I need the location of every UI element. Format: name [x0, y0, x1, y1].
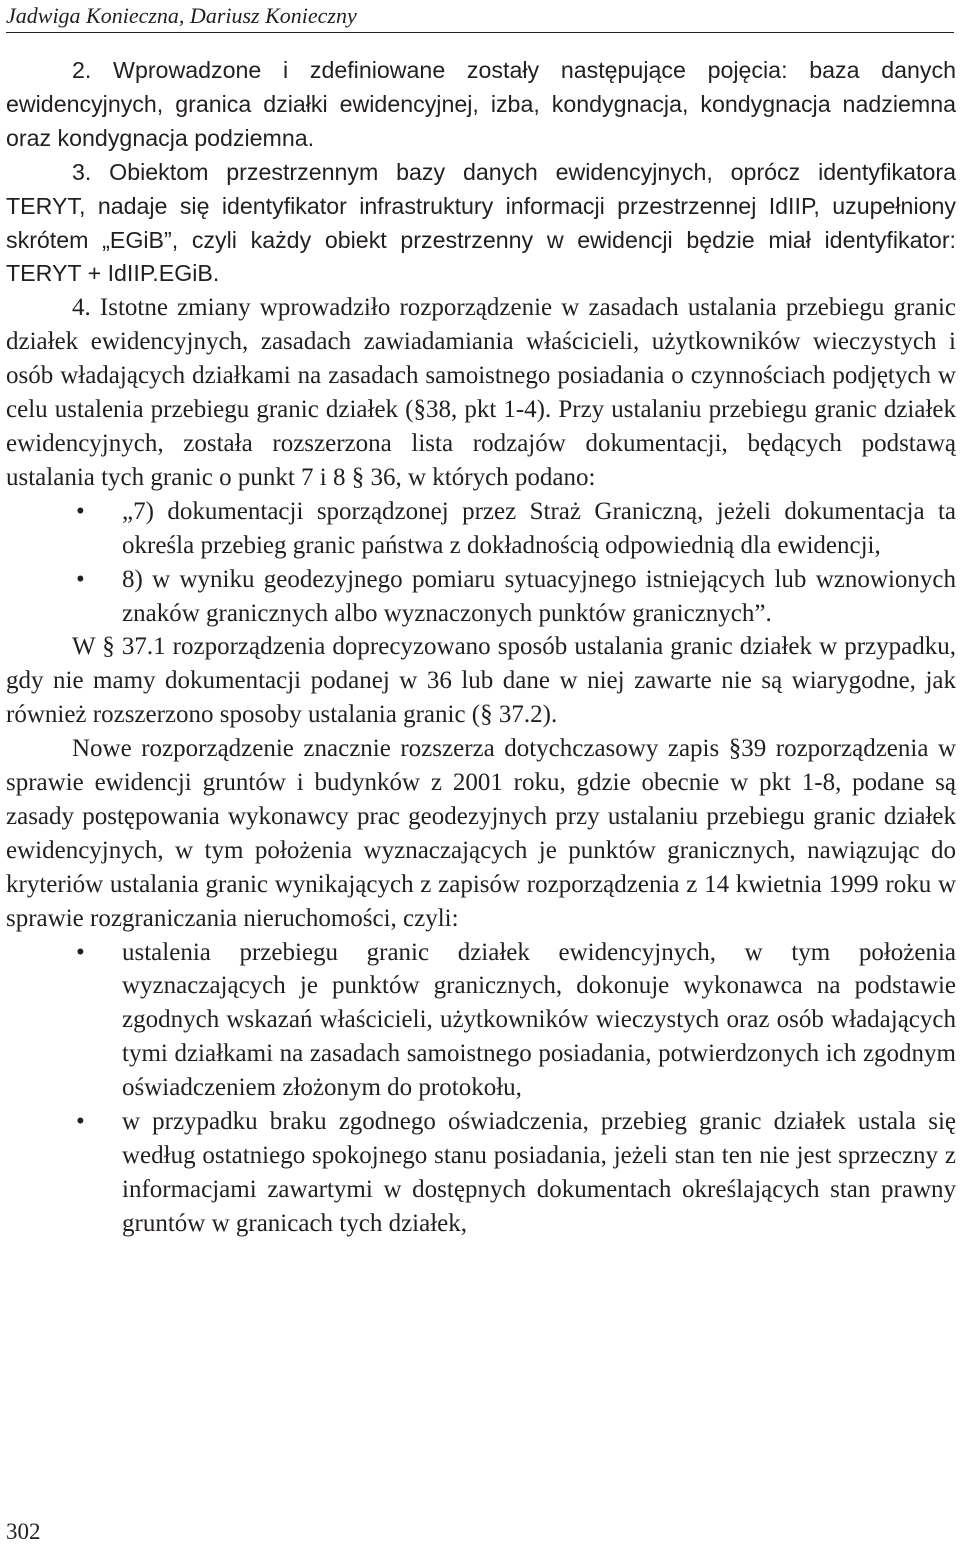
- paragraph-section-39: Nowe rozporządzenie znacznie rozszerza dotychczasowy zapis §39 rozporządzenia w sprawie ewidencji gruntów i budynków z 2001 roku, gdzie obecnie w pkt 1-8, podane są zasady postępowania wykonawcy prac geodezyjnych przy ustalaniu przebiegu granic działek ewidencyjnych, w tym położenia wyznaczających je punktów granicznych, nawiązując do kryteriów ustalania granic wynikających z zapisów rozporządzenia z 14 kwietnia 1999 roku w sprawie rozgraniczania nieruchomości, czyli:: [6, 735, 956, 932]
- list-item: [6, 1105, 956, 1241]
- running-head-authors: Jadwiga Konieczna, Dariusz Konieczny: [6, 3, 357, 28]
- bullet-icon: •: [76, 497, 85, 525]
- paragraph-section-37: W § 37.1 rozporządzenia doprecyzowano sposób ustalania granic działek w przypadku, gdy nie mamy dokumentacji podanej w 36 lub dane w niej zawarte nie są wiarygodne, jak również rozszerzono sposoby ustalania granic (§ 37.2).: [6, 633, 956, 729]
- page-number: 302: [6, 1519, 41, 1544]
- list-item-text: w przypadku braku zgodnego oświadczenia, przebieg granic działek ustala się według ostatniego spokojnego stanu posiadania, jeżeli stan ten nie jest sprzeczny z informacjami zawartymi w dostępnych dokumentach określających stan prawny gruntów w granicach tych działek,: [122, 1108, 956, 1237]
- paragraph-item-3: 3. Obiektom przestrzennym bazy danych ewidencyjnych, oprócz identyfikatora TERYT, nadaje się identyfikator infrastruktury informacji przestrzennej IdIIP, uzupełniony skrótem „EGiB”, czyli każdy obiekt przestrzenny w ewidencji będzie miał identyfikator: TERYT + IdIIP.EGiB.: [6, 158, 956, 287]
- bullet-list-boundary-rules: [6, 936, 956, 1241]
- list-item: [6, 936, 956, 1106]
- list-item-text: „7) dokumentacji sporządzonej przez Straż Graniczną, jeżeli dokumentacja ta określa przebieg granic państwa z dokładnością odpowiednią dla ewidencji,: [122, 497, 956, 559]
- bullet-icon: •: [76, 1108, 85, 1136]
- list-item-text: ustalenia przebiegu granic działek ewidencyjnych, w tym położenia wyznaczających je punktów granicznych, dokonuje wykonawca na podstawie zgodnych wskazań właścicieli, użytkowników wieczystych oraz osób władających tymi działkami na zasadach samoistnego posiadania, potwierdzonych ich zgodnym oświadczeniem złożonym do protokołu,: [122, 938, 956, 1102]
- paragraph-item-2: 2. Wprowadzone i zdefiniowane zostały następujące pojęcia: baza danych ewidencyjnych, granica działki ewidencyjnej, izba, kondygnacja, kondygnacja nadziemna oraz kondygnacja podziemna.: [6, 57, 956, 151]
- page-body: [6, 54, 956, 1241]
- list-item: [6, 563, 956, 631]
- list-item-text: 8) w wyniku geodezyjnego pomiaru sytuacyjnego istniejących lub wznowionych znaków granicznych albo wyznaczonych punktów granicznych”.: [122, 565, 956, 627]
- list-item: [6, 495, 956, 563]
- bullet-icon: •: [76, 565, 85, 593]
- bullet-list-documentation: [6, 495, 956, 631]
- paragraph-item-4: 4. Istotne zmiany wprowadziło rozporządzenie w zasadach ustalania przebiegu granic działek ewidencyjnych, zasadach zawiadamiania właścicieli, użytkowników wieczystych i osób władających działkami na zasadach samoistnego posiadania o czynnościach podjętych w celu ustalenia przebiegu granic działek (§38, pkt 1-4). Przy ustalaniu przebiegu granic działek ewidencyjnych, została rozszerzona lista rodzajów dokumentacji, będących podstawą ustalania tych granic o punkt 7 i 8 § 36, w których podano:: [6, 294, 956, 491]
- running-header: [6, 2, 954, 33]
- bullet-icon: •: [76, 938, 85, 966]
